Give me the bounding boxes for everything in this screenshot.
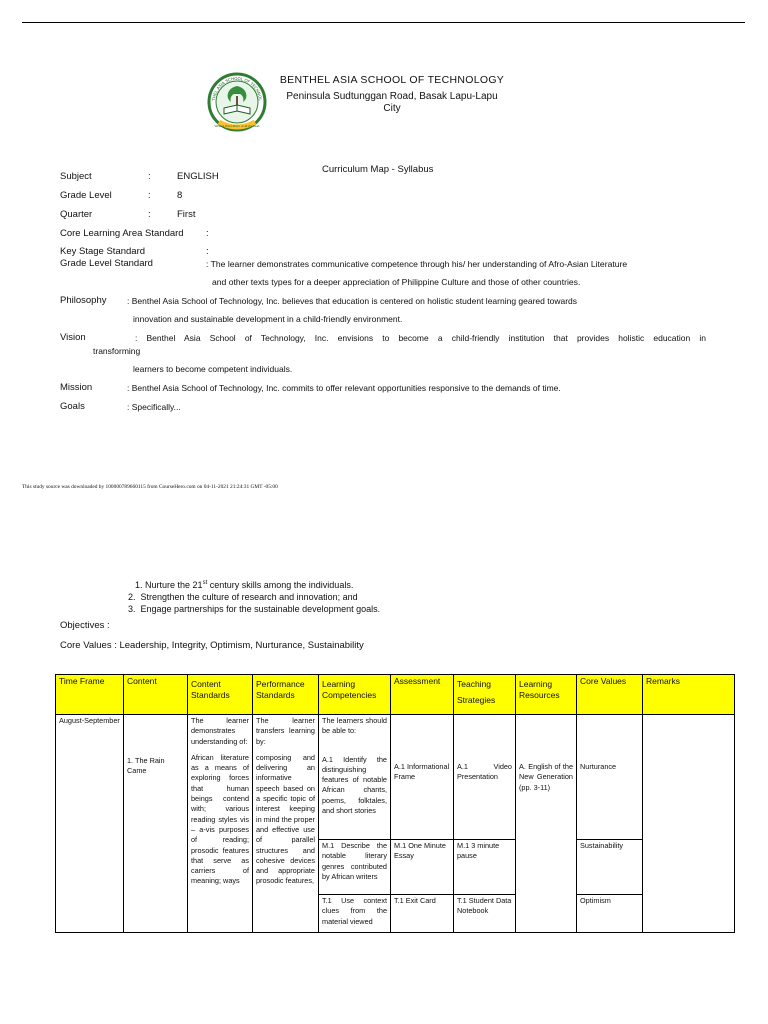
objectives-label: Objectives : xyxy=(60,620,110,631)
document-title: Curriculum Map - Syllabus xyxy=(322,164,434,175)
quarter-colon: : xyxy=(148,209,151,220)
philosophy-label: Philosophy xyxy=(60,295,107,306)
grade-standard-line1: : The learner demonstrates communicative competence through his/ her understanding of Afro-Asian Literature xyxy=(206,259,628,269)
school-address-line2: City xyxy=(383,103,401,114)
header-learning-resources: Learning Resources xyxy=(516,675,577,715)
grade-level-label: Grade Level xyxy=(60,190,112,201)
header-time-frame: Time Frame xyxy=(56,675,124,715)
key-stage-colon: : xyxy=(206,246,209,257)
cell-assessment: A.1 Informational Frame M.1 One Minute Essay T.1 Exit Card xyxy=(391,715,454,933)
school-name: BENTHEL ASIA SCHOOL OF TECHNOLOGY xyxy=(279,74,505,86)
subject-value: ENGLISH xyxy=(177,171,219,182)
core-learning-label: Core Learning Area Standard xyxy=(60,228,184,239)
vision-line1: : Benthel Asia School of Technology, Inc. envisions to become a child-friendly institution that provides holistic education in xyxy=(135,333,706,343)
header-content: Content xyxy=(124,675,188,715)
subject-label: Subject xyxy=(60,171,92,182)
goals-text: : Specifically... xyxy=(127,402,181,412)
table-row xyxy=(56,715,735,933)
grade-level-value: 8 xyxy=(177,190,183,201)
curriculum-table xyxy=(55,674,735,933)
cell-learning-competencies: The learners should be able to: A.1 Identify the distinguishing features of notable African chants, poems, folktales, and short stories M.1 Describe the notable literary genres contributed by African writers T.1 Use context clues from the material viewed xyxy=(319,715,391,933)
goal-item: 1. Nurture the 21st century skills among the individuals. xyxy=(135,580,354,590)
subject-colon: : xyxy=(148,171,151,182)
cell-remarks xyxy=(643,715,735,933)
logo-motto: Where Education is at its best xyxy=(214,124,260,128)
cell-teaching-strategies: A.1 Video Presentation M.1 3 minute pause T.1 Student Data Notebook xyxy=(454,715,516,933)
cell-learning-resources: A. English of the New Generation (pp. 3-11) xyxy=(516,715,577,933)
goals-label: Goals xyxy=(60,401,85,412)
mission-label: Mission xyxy=(60,382,93,393)
cell-performance-standards: The learner transfers learning by: composing and delivering an informative speech based on a specific topic of interest keeping in mind the proper and effective use of parallel structures and cohesive devices and appropriate prosodic features, xyxy=(253,715,319,933)
header-content-standards: Content Standards xyxy=(188,675,253,715)
header-performance-standards: Performance Standards xyxy=(253,675,319,715)
cell-time-frame: August-September xyxy=(56,715,124,933)
download-note: This study source was downloaded by 100000789660115 from CourseHero.com on 04-11-2021 21:24:31 GMT -05:00 xyxy=(22,484,278,490)
quarter-value: First xyxy=(177,209,196,220)
header-remarks: Remarks xyxy=(643,675,735,715)
header-teaching-strategies: Teaching Strategies xyxy=(454,675,516,715)
grade-standard-line2: and other texts types for a deeper appreciation of Philippine Culture and those of other countries. xyxy=(212,277,581,287)
goals-list xyxy=(128,577,380,615)
grade-level-colon: : xyxy=(148,190,151,201)
header-core-values: Core Values xyxy=(577,675,643,715)
school-address-line1: Peninsula Sudtunggan Road, Basak Lapu-Lapu xyxy=(286,91,498,102)
vision-line1b: transforming xyxy=(93,346,141,356)
logo-text: THEL ASIA SCHOOL OF TECHNOL xyxy=(211,75,263,101)
cell-content-standards: The learner demonstrates understanding of: African literature as a means of exploring forces that human beings contend with; various reading styles vis – a-vis purposes of reading; prosodic features that serve as carriers of meaning; ways xyxy=(188,715,253,933)
core-values-line: Core Values : Leadership, Integrity, Optimism, Nurturance, Sustainability xyxy=(60,640,364,651)
philosophy-line2: innovation and sustainable development in a child-friendly environment. xyxy=(133,314,403,324)
cell-core-values: Nurturance Sustainability Optimism xyxy=(577,715,643,933)
header-learning-competencies: Learning Competencies xyxy=(319,675,391,715)
vision-line2: learners to become competent individuals. xyxy=(133,364,293,374)
mission-text: : Benthel Asia School of Technology, Inc. commits to offer relevant opportunities responsive to the demands of time. xyxy=(127,383,561,393)
goal-item: 2. Strengthen the culture of research and innovation; and xyxy=(128,592,358,602)
school-address xyxy=(272,91,512,115)
school-logo xyxy=(207,72,267,136)
grade-standard-label: Grade Level Standard xyxy=(60,258,153,269)
cell-content: 1. The Rain Came xyxy=(124,715,188,933)
key-stage-label: Key Stage Standard xyxy=(60,246,146,257)
school-header xyxy=(272,74,512,115)
goal-item: 3. Engage partnerships for the sustainable development goals. xyxy=(128,604,381,614)
core-learning-colon: : xyxy=(206,228,209,239)
philosophy-line1: : Benthel Asia School of Technology, Inc. believes that education is centered on holistic student learning geared towards xyxy=(127,296,577,306)
header-assessment: Assessment xyxy=(391,675,454,715)
table-header-row xyxy=(56,675,735,715)
quarter-label: Quarter xyxy=(60,209,93,220)
page-top-rule xyxy=(22,22,745,23)
vision-label: Vision xyxy=(60,332,86,343)
